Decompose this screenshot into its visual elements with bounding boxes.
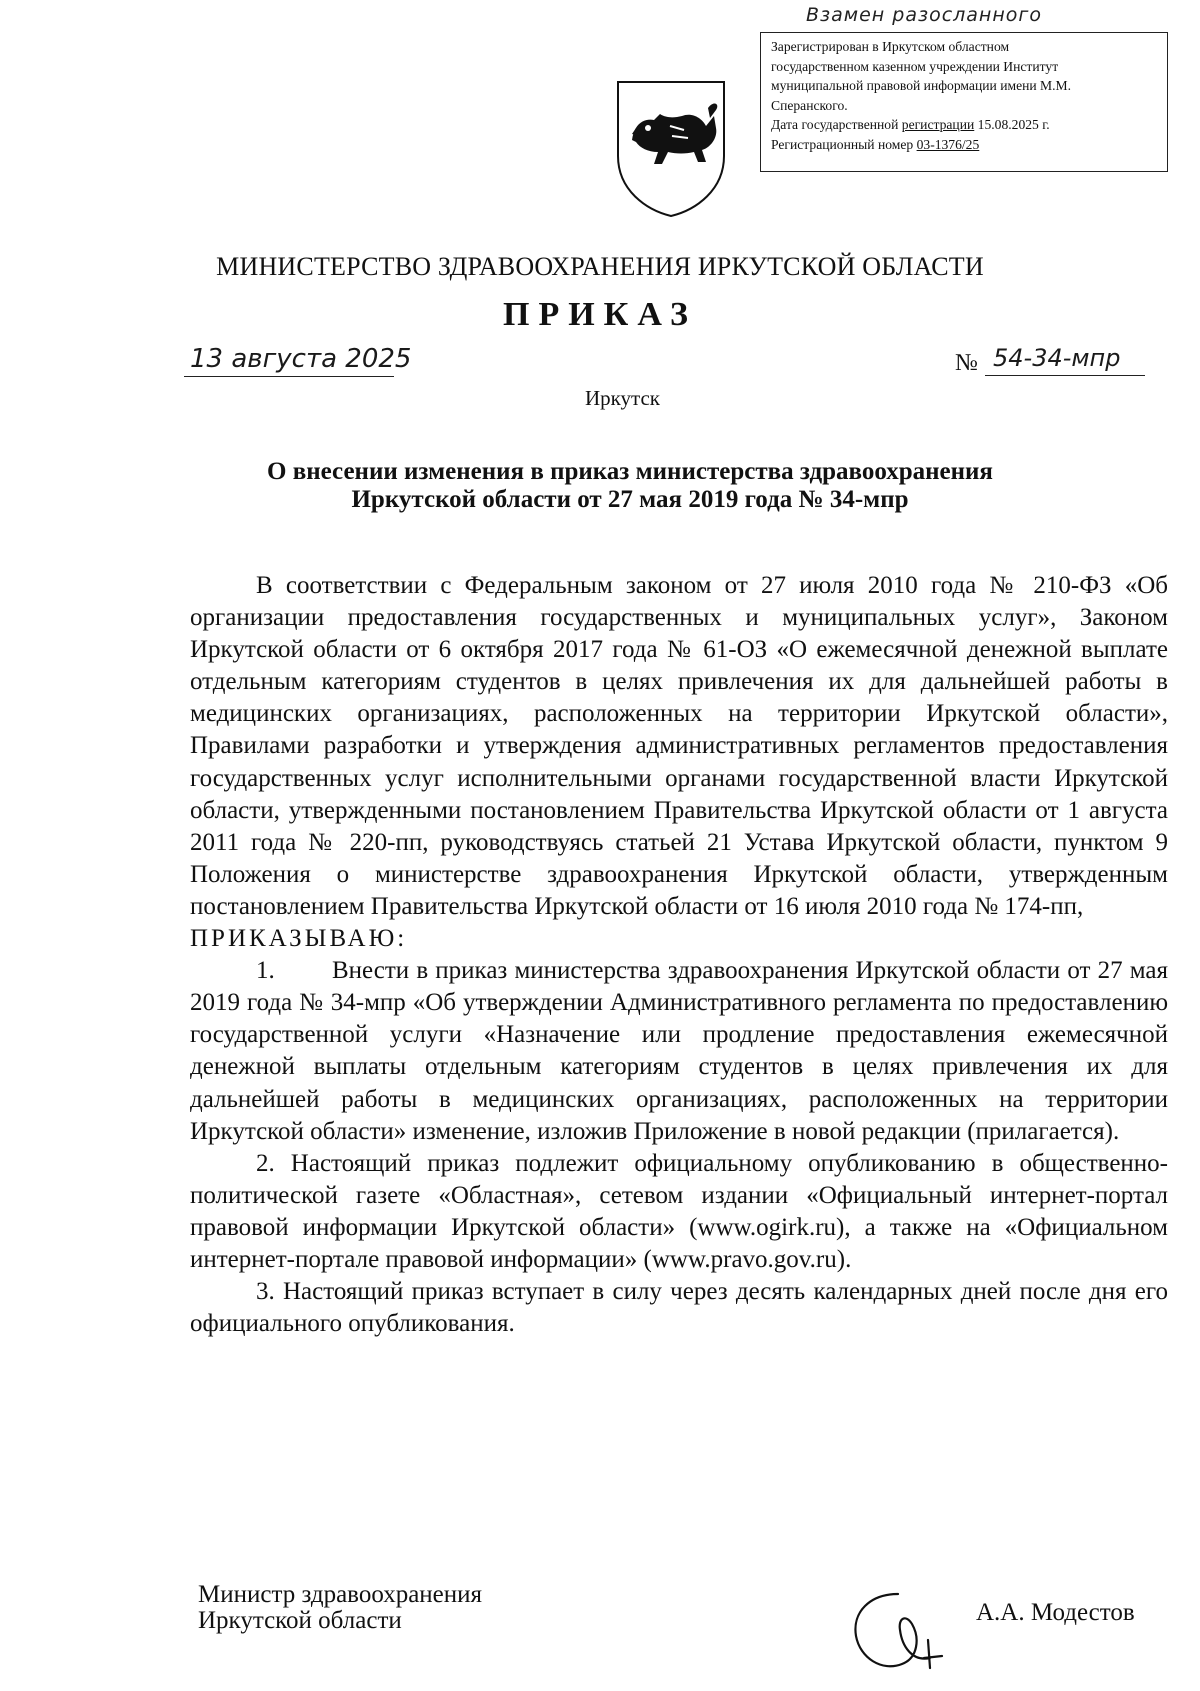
handwritten-order-number: 54-34-мпр [993,344,1121,372]
stamp-date-value: 15.08.2025 г. [974,117,1050,132]
handwritten-date: 13 августа 2025 [190,344,412,374]
signatory-name: А.А. Модестов [976,1599,1135,1626]
coat-of-arms-icon [610,78,732,218]
item-2-paragraph: 2. Настоящий приказ подлежит официальному опубликованию в общественно-политической газете «Областная», сетевом издании «Официальный интернет-портал правовой информации Иркутской области» (www.ogirk.ru), а также на «Официальном интернет-портале правовой информации» (www.pravo.gov.ru). [190,1149,1168,1273]
stamp-reg-number: 03-1376/25 [916,136,980,152]
date-underline [184,376,394,377]
signatory-position [198,1582,482,1634]
stamp-line: муниципальной правовой информации имени М.М. [771,78,1072,93]
item-1-paragraph [190,955,1168,1148]
city: Иркутск [584,386,661,410]
stamp-registration-date [771,115,1161,135]
title-line: Иркутской области от 27 мая 2019 года № 34-мпр [351,486,909,513]
document-title [180,458,1080,514]
stamp-reg-prefix: Регистрационный номер [771,136,917,152]
preamble-paragraph: В соответствии с Федеральным законом от 27 июля 2010 года № 210-ФЗ «Об организации предоставления государственных и муниципальных услуг», Законом Иркутской области от 6 октября 2017 года № 61-ОЗ «О ежемесячной денежной выплате отдельным категориям студентов в целях привлечения их для дальнейшей работы в медицинских организациях, расположенных на территории Иркутской области», Правилами разработки и утверждения административных регламентов предоставления государственных услуг исполнительными органами государственной власти Иркутской области, утвержденными постановлением Правительства Иркутской области от 1 августа 2011 года № 220-пп, руководствуясь статьей 21 Устава Иркутской области, пунктом 9 Положения о министерстве здравоохранения Иркутской области, утвержденным постановлением Правительства Иркутской области от 16 июля 2010 года № 174-пп, [190,572,1168,920]
item-1-text: Внести в приказ министерства здравоохранения Иркутской области от 27 мая 2019 года № 34-мпр «Об утверждении Административного регламента по предоставлению государственной услуги «Назначение или продление предоставления ежемесячной денежной выплаты отдельным категориям студентов в целях привлечения их для дальнейшей работы в медицинских организациях, расположенных на территории Иркутской области» изменение, изложив Приложение в новой редакции (прилагается). [190,957,1168,1145]
position-line: Министр здравоохранения [198,1581,483,1608]
order-heading: ПРИКАЗ [503,296,697,333]
title-line: О внесении изменения в приказ министерства здравоохранения [267,458,993,485]
stamp-registration-number [771,135,1161,155]
stamp-date-prefix: Дата государственной [771,117,902,132]
position-line: Иркутской области [198,1607,402,1634]
item-1-number: 1. [256,957,275,985]
number-sign: № [955,350,978,376]
stamp-line: государственном казенном учреждении Институт [771,58,1059,74]
ministry-heading: МИНИСТЕРСТВО ЗДРАВООХРАНЕНИЯ ИРКУТСКОЙ ОБЛАСТИ [216,252,984,281]
registration-stamp [760,32,1168,172]
number-underline [985,375,1145,376]
handwritten-stamp-note: Взамен разосланного [806,4,1043,26]
stamp-line: Сперанского. [771,97,848,113]
order-verb: ПРИКАЗЫВАЮ: [190,925,408,953]
document-body [190,570,1168,1340]
stamp-date-underlined: регистрации [901,117,975,132]
handwritten-signature [840,1588,950,1680]
stamp-line: Зарегистрирован в Иркутском областном [771,39,1010,54]
item-3-paragraph: 3. Настоящий приказ вступает в силу через десять календарных дней после дня его официального опубликования. [190,1278,1168,1338]
